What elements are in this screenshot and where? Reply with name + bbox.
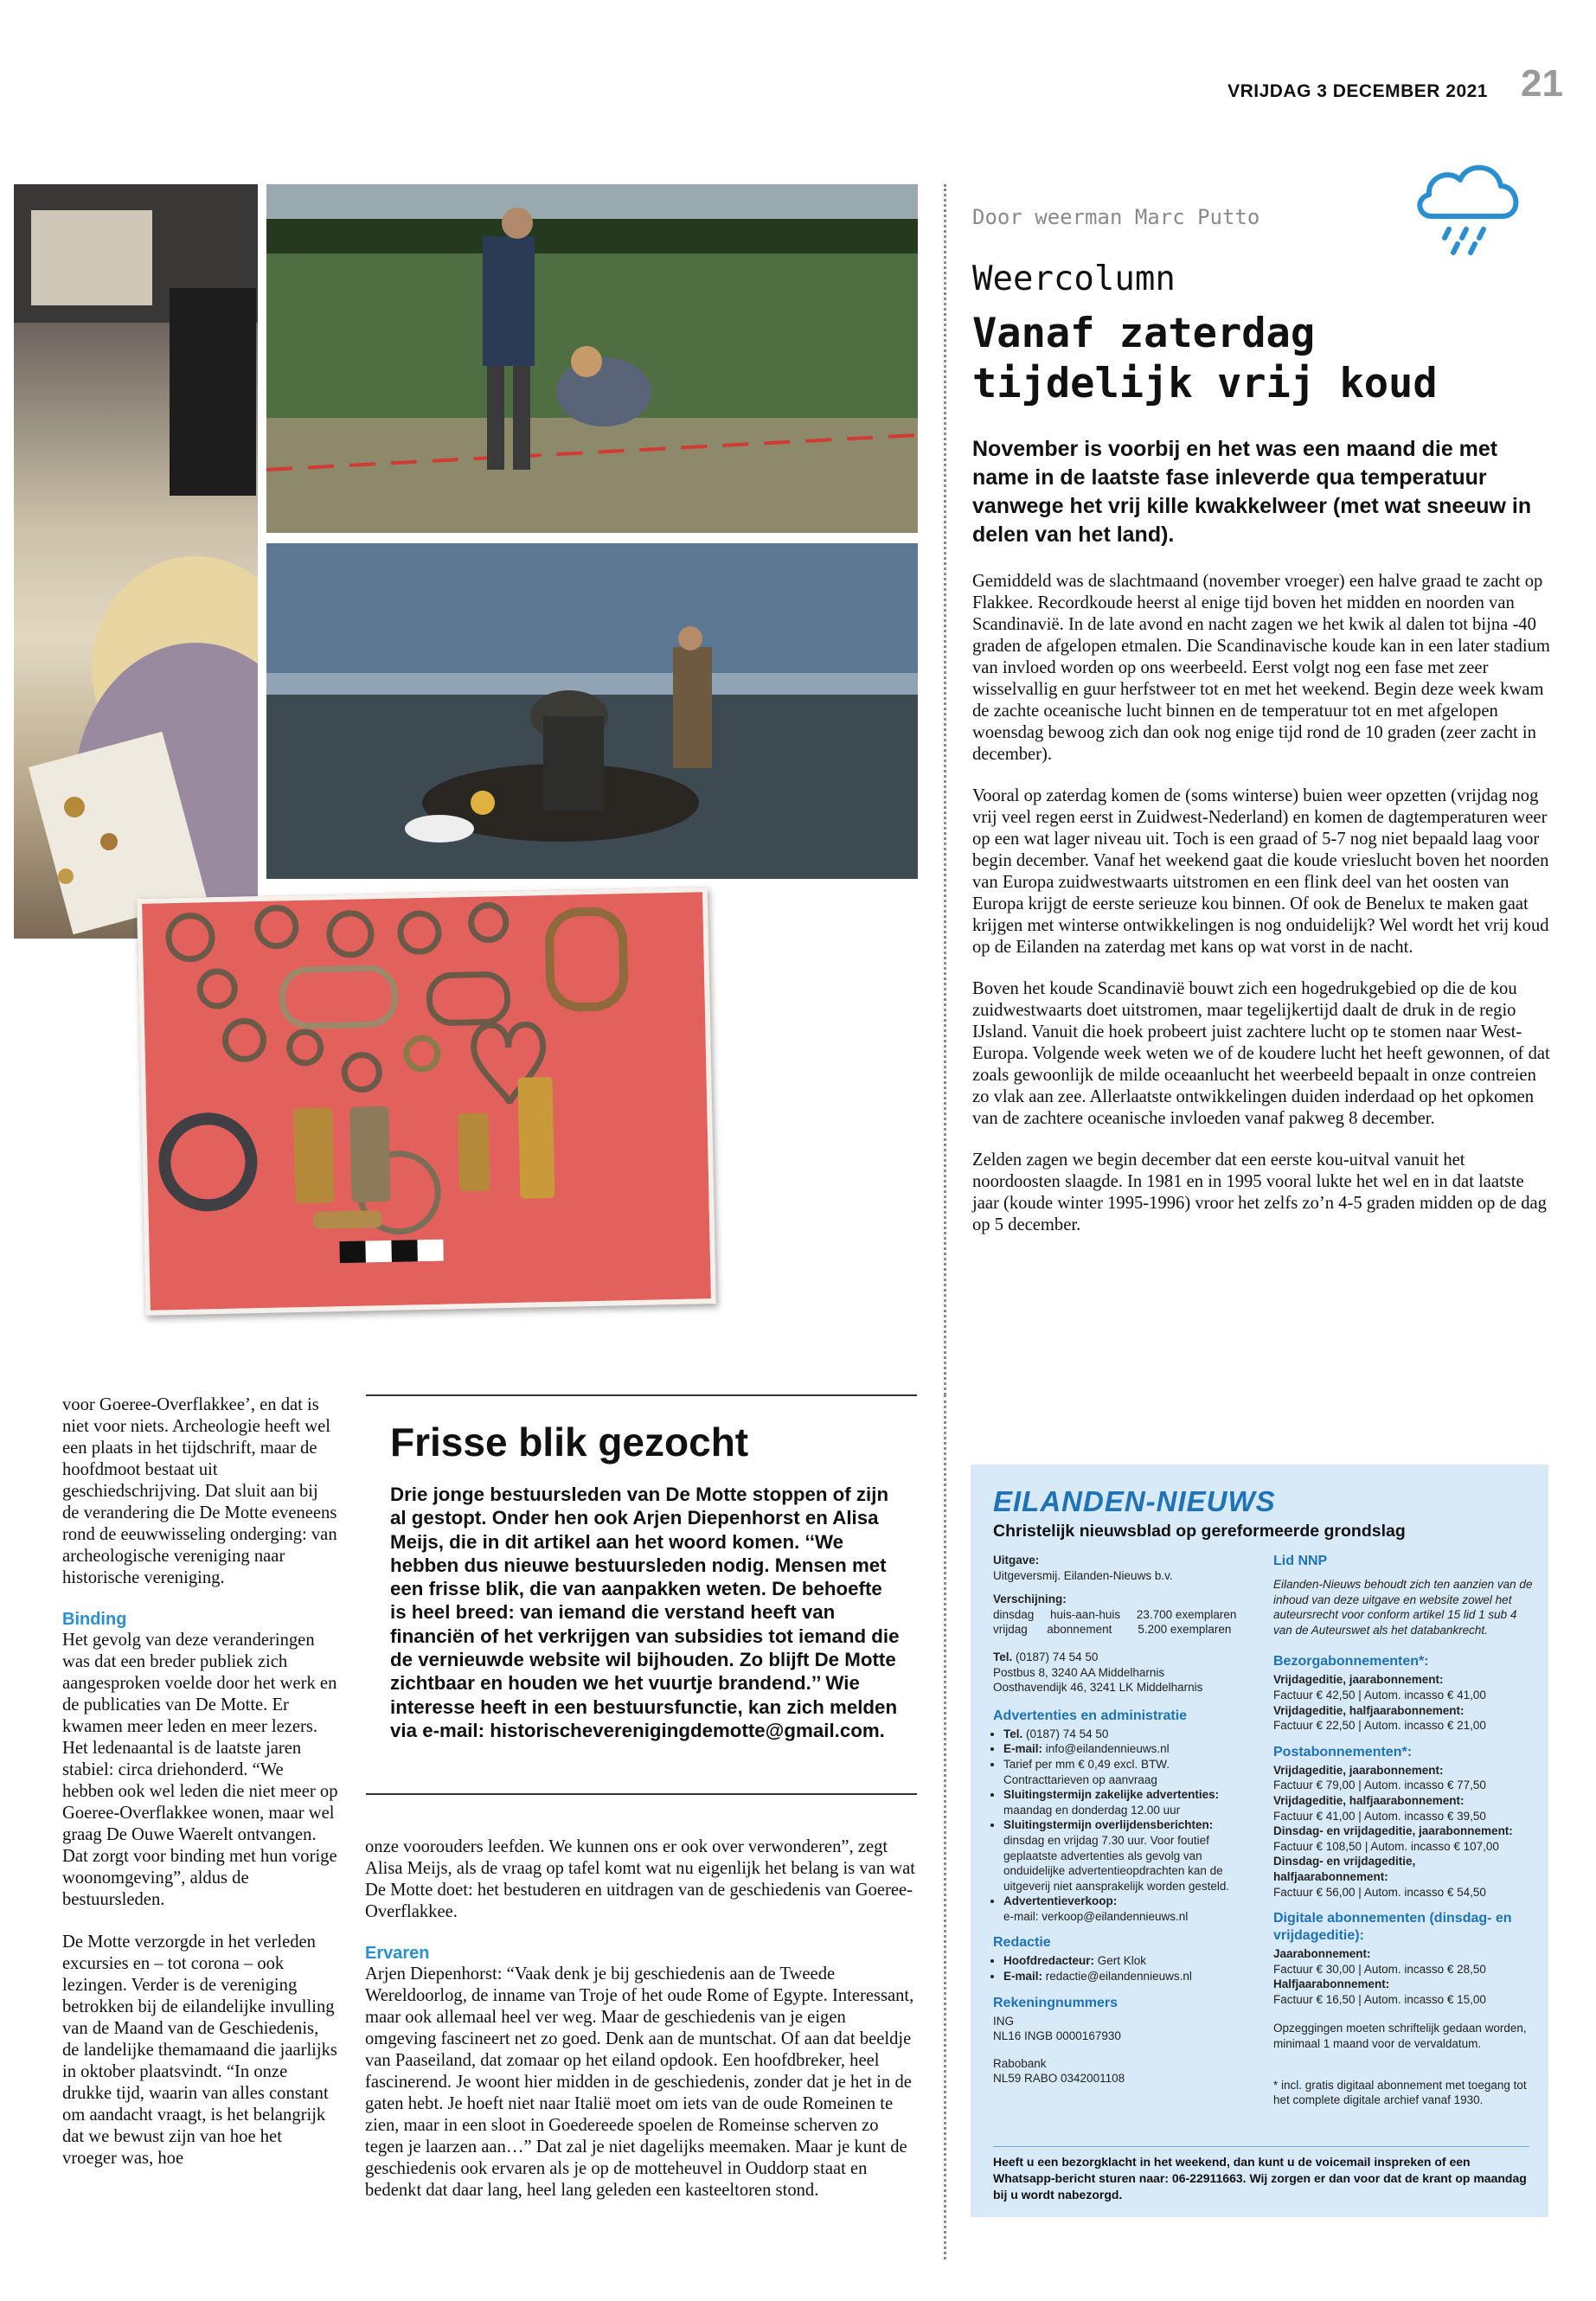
headline-line-1: Vanaf zaterdag (972, 310, 1316, 357)
photo-excavation-beach (266, 543, 918, 879)
weather-paragraph: Zelden zagen we begin december dat een eerste kou-uitval vanuit het noordoosten slaagde. In 1981 en in 1995 vooral lukte het wel en in dat laatste jaar (koude winter 1995-1996) vroor het zelfs zo’n 4-5 graden midden op de dag op 5 december. (972, 1150, 1547, 1234)
weather-paragraph: Boven het koude Scandinavië bouwt zich een hogedrukgebied op die de kou zuidwestwaarts doet uitstromen, maar tegelijkertijd daalt de druk in de regio IJsland. Vanuit die hoek probeert juist zachtere lucht op te stomen naar West-Europa. Volgende week weten we of de koudere lucht het heeft gewonnen, of dat zoals gewoonlijk de milde oceaanlucht het weerbeeld bepaalt in onze contreien zo vlak aan zee. Allerlaatste ontwikkelingen duiden inderdaad op het opkomen van de zachtere oceanische invloeden vanaf pakweg 8 december. (972, 979, 1550, 1128)
redactie-heading: Redactie (993, 1935, 1051, 1951)
colofon-footer: Heeft u een bezorgklacht in het weekend, dan kunt u de voicemail inspreken of een Whatsapp-bericht sturen naar: 06-22911663. Wij zorgen er dan voor dat de krant op maandag bij u wordt nabezorgd. (993, 2146, 1529, 2203)
list-item: • Tel. (0187) 74 54 50 (1003, 1727, 1253, 1742)
subhead-binding: Binding (62, 1610, 127, 1629)
digital-heading: Digitale abonnementen (dinsdag- en vrijdageditie): (1273, 1911, 1512, 1944)
subscription-price: Factuur € 42,50 | Autom. incasso € 41,00 (1273, 1688, 1486, 1702)
list-item: • Tarief per mm € 0,49 excl. BTW. Contracttarieven op aanvraag (1003, 1757, 1253, 1787)
brand-logo: EILANDEN-NIEUWS (993, 1485, 1276, 1517)
bank-label: Rabobank (993, 2056, 1047, 2070)
post-heading: Postabonnementen*: (1273, 1744, 1413, 1759)
incl-note: * incl. gratis digitaal abonnement met toegang tot het complete digitale archief vanaf 1930. (1273, 2078, 1527, 2107)
article-middle-column (365, 1836, 917, 2202)
subscription-price: Factuur € 79,00 | Autom. incasso € 77,50 (1273, 1779, 1486, 1792)
photo-archaeological-finds (137, 887, 716, 1316)
subscription-label: Vrijdageditie, jaarabonnement: (1273, 1673, 1444, 1687)
photo-beach-scene (266, 543, 918, 879)
subscription-price: Factuur € 108,50 | Autom. incasso € 107,00 (1273, 1839, 1499, 1853)
column-divider (944, 1394, 946, 2259)
subscription-label: Dinsdag- en vrijdageditie, jaarabonnement: (1273, 1824, 1513, 1838)
colofon-box (971, 1465, 1548, 2217)
weather-body (972, 571, 1550, 1256)
photo-archive-research-scene (14, 184, 258, 939)
photo-finds-objects (142, 892, 711, 1310)
rain-cloud-icon (1410, 147, 1531, 268)
advertenties-heading: Advertenties en administratie (993, 1708, 1188, 1723)
list-item: • E-mail: info@eilandennieuws.nl (1003, 1741, 1253, 1757)
list-item: • Advertentieverkoop: e-mail: verkoop@eilandennieuws.nl (1003, 1894, 1253, 1924)
address-line: Oosthavendijk 46, 3241 LK Middelharnis (993, 1681, 1203, 1695)
subscription-label: Vrijdageditie, halfjaarabonnement: (1273, 1793, 1465, 1807)
subhead-ervaren: Ervaren (365, 1944, 430, 1963)
bank-account: NL16 INGB 0000167930 (993, 2029, 1121, 2043)
photo-metal-detecting-field (266, 184, 918, 533)
subscription-price: Factuur € 16,50 | Autom. incasso € 15,00 (1273, 1992, 1486, 2006)
uitgave-label: Uitgave: (993, 1554, 1040, 1567)
bank-account: NL59 RABO 0342001108 (993, 2072, 1125, 2086)
subscription-label: Jaarabonnement: (1273, 1947, 1371, 1961)
list-item: • Sluitingstermijn zakelijke advertenties: maandag en donderdag 12.00 uur (1003, 1787, 1253, 1817)
box-top-rule (366, 1394, 917, 1396)
page-number: 21 (1521, 62, 1563, 105)
subscription-price: Factuur € 22,50 | Autom. incasso € 21,00 (1273, 1719, 1486, 1733)
box-title: Frisse blik gezocht (390, 1420, 749, 1465)
box-lead: Drie jonge bestuursleden van De Motte stoppen of zijn al gestopt. Onder hen ook Arjen Diepenhorst en Alisa Meijs, die in dit artikel aan het woord komen. ‘‘We hebben dus nieuwe bestuursleden nodig. Mensen met een frisse blik, die van aanpakken weten. De behoefte is heel breed: van iemand die verstand heeft van financiën of het verkrijgen van subsidies tot iemand die de vernieuwde website wil bijhouden. Zo blijft De Motte zichtbaar en houden we het vuurtje brandend.’’ Wie interesse heeft in een bestuursfunctie, kan zich melden via e-mail: historischeverenigingdemotte@gmail.com. (390, 1484, 900, 1741)
tel-label: Tel. (993, 1650, 1013, 1663)
nnp-text: Eilanden-Nieuws behoudt zich ten aanzien van de inhoud van deze uitgave en website zowel het auteursrecht voor conform artikel 15 lid 1 sub 4 van de Auteurswet als het databankrecht. (1273, 1578, 1533, 1637)
brand-tagline: Christelijk nieuwsblad op gereformeerde grondslag (993, 1522, 1406, 1541)
advertenties-list (993, 1727, 1253, 1925)
colofon-left-column (993, 1553, 1253, 2086)
article-left-column (62, 1394, 339, 2170)
article-paragraph: onze voorouders leefden. We kunnen ons er ook over verwonderen”, zegt Alisa Meijs, als de vraag op tafel komt wat nu eigenlijk het belang is van wat De Motte doet: het bestuderen en uitdragen van de geschiedenis van Goeree-Overflakkee. (365, 1837, 915, 1921)
photo-field-scene (266, 184, 918, 533)
list-item: • Sluitingstermijn overlijdensberichten: dinsdag en vrijdag 7.30 uur. Voor foutief geplaatste advertenties als gevolg van onduidelijke advertentieopdrachten kan de uitgeverij niet aansprakelijk worden gesteld. (1003, 1817, 1253, 1894)
subscription-label: Halfjaarabonnement: (1273, 1977, 1390, 1991)
bezorg-heading: Bezorgabonnementen*: (1273, 1654, 1429, 1670)
list-item: • E-mail: redactie@eilandennieuws.nl (1003, 1969, 1253, 1984)
weather-paragraph: Vooral op zaterdag komen de (soms winterse) buien weer opzetten (vrijdag nog vrij veel regen eerst in Zuidwest-Nederland) en komen de dagtemperaturen weer op een wat lager niveau uit. Toch is een graad of 5-7 nog niet bepaald laag voor begin december. Vanaf het weekend gaat die koude vrieslucht boven het noorden van Europa zuidwestwaarts uitstromen en een flink deel van het oosten van Europa krijgt de eerste serieuze kou binnen. Of ook de Benelux te maken gaat krijgen met winterse ontwikkelingen is nog onduidelijk? Wel wordt het vrij koud op de Eilanden na zaterdag met kans op wat vorst in de nacht. (972, 786, 1549, 957)
verschijning-row: dinsdag huis-aan-huis 23.700 exemplaren (993, 1607, 1237, 1621)
subscription-price: Factuur € 30,00 | Autom. incasso € 28,50 (1273, 1962, 1486, 1976)
weather-lead: November is voorbij en het was een maand die met name in de laatste fase inleverde qua temperatuur vanwege het vrij kille kwakkelweer (met wat sneeuw in delen van het land). (972, 437, 1532, 547)
subscription-label: Dinsdag- en vrijdageditie, halfjaarabonnement: (1273, 1855, 1416, 1883)
address-line: Postbus 8, 3240 AA Middelharnis (993, 1665, 1165, 1679)
tel-value: (0187) 74 54 50 (1016, 1650, 1099, 1663)
rain-cloud-glyph (1410, 147, 1531, 268)
weather-headline (972, 309, 1526, 409)
article-paragraph: voor Goeree-Overflakkee’, en dat is niet voor niets. Archeologie heeft wel een plaats in het tijdschrift, maar de hoofdmoot bestaat uit geschiedschrijving. Dat sluit aan bij de verandering die De Motte eveneens rond de eeuwwisseling onderging: van archeologische vereniging naar historische vereniging. (62, 1395, 337, 1587)
rekening-heading: Rekeningnummers (993, 1995, 1118, 2010)
article-paragraph: Arjen Diepenhorst: “Vaak denk je bij geschiedenis aan de Tweede Wereldoorlog, de inname van Troje of het oude Rome of Egypte. Interessant, maar ook allemaal heel ver weg. Maar de geschiedenis van je eigen omgeving fascineert net zo goed. Denk aan de muntschat. Of aan dat beeldje van Paaseiland, dat zomaar op het eiland opdook. Een hoofdbreker, heel fascinerend. Je woont hier midden in de geschiedenis, zonder dat je het in de gaten hebt. Je hoeft niet naar Italië moet om iets van de oude Romeinen te zien, maar in een sloot in Goedereede spoelen de Romeinse scherven zo tegen je laarzen aan…” Dat zal je niet dagelijks meemaken. Maar je kunt de geschiedenis ook ervaren als je op de motteheuvel in Ouddorp staat en bedenkt dat daar lang, heel lang geleden een kasteeltoren stond. (365, 1965, 914, 2200)
colofon-right-column (1273, 1553, 1533, 2108)
photo-archive-research (14, 184, 258, 939)
subscription-price: Factuur € 56,00 | Autom. incasso € 54,50 (1273, 1885, 1486, 1899)
verschijning-row: vrijdag abonnement 5.200 exemplaren (993, 1623, 1232, 1637)
redactie-list (993, 1953, 1253, 1984)
page-date: VRIJDAG 3 DECEMBER 2021 (1227, 81, 1488, 101)
opzeg-text: Opzeggingen moeten schriftelijk gedaan worden, minimaal 1 maand voor de vervaldatum. (1273, 2022, 1527, 2051)
list-item: • Hoofdredacteur: Gert Klok (1003, 1953, 1253, 1969)
subscription-label: Vrijdageditie, halfjaarabonnement: (1273, 1703, 1465, 1717)
column-label: Weercolumn (972, 260, 1176, 298)
weather-paragraph: Gemiddeld was de slachtmaand (november vroeger) een halve graad te zacht op Flakkee. Recordkoude heerst al enige tijd boven het midden en noorden van Scandinavië. In de late avond en nacht zagen we het kwik al dalen tot bijna -40 graden de afgelopen etmalen. Die Scandinavische koude kan in een later stadium van invloed worden op ons weerbeeld. Eerst volgt nog een fase met zeer wisselvallig en guur herfstweer tot en met het weekend. Begin deze week kwam de zachte oceanische lucht binnen en de temperatuur tot en met afgelopen woensdag bewoog zich dan ook nog enige tijd rond de 10 graden (zeer zacht in december). (972, 572, 1550, 764)
headline-line-2: tijdelijk vrij koud (972, 360, 1438, 407)
nnp-heading: Lid NNP (1273, 1554, 1328, 1568)
article-paragraph: De Motte verzorgde in het verleden excursies en – tot corona – ook lezingen. Verder is de vereniging betrokken bij de eilandelijke invulling van de Maand van de Geschiedenis, de landelijke themamaand die jaarlijks in oktober plaatsvindt. “In onze drukke tijd, waarin van alles constant om aandacht vraagt, is het belangrijk dat we bewust zijn van hoe het vroeger was, hoe (62, 1932, 337, 2168)
article-paragraph: Het gevolg van deze veranderingen was dat een breder publiek zich aangesproken voelde door het werk en de publicaties van De Motte. Er kwamen meer leden en meer lezers. Het ledenaantal is de laatste jaren stabiel: circa driehonderd. “We hebben ook wel leden die niet meer op Goeree-Overflakkee wonen, maar wel graag De Ouwe Waerelt ontvangen. Dat zorgt voor binding met hun vorige woonomgeving”, aldus de bestuursleden. (62, 1631, 338, 1909)
subscription-label: Vrijdageditie, jaarabonnement: (1273, 1763, 1444, 1777)
box-bottom-rule (366, 1793, 917, 1795)
bank-label: ING (993, 2014, 1015, 2028)
subscription-price: Factuur € 41,00 | Autom. incasso € 39,50 (1273, 1809, 1486, 1823)
uitgave-value: Uitgeversmij. Eilanden-Nieuws b.v. (993, 1568, 1173, 1582)
column-divider (944, 184, 946, 1395)
verschijning-label: Verschijning: (993, 1593, 1067, 1606)
weather-byline: Door weerman Marc Putto (972, 205, 1260, 229)
